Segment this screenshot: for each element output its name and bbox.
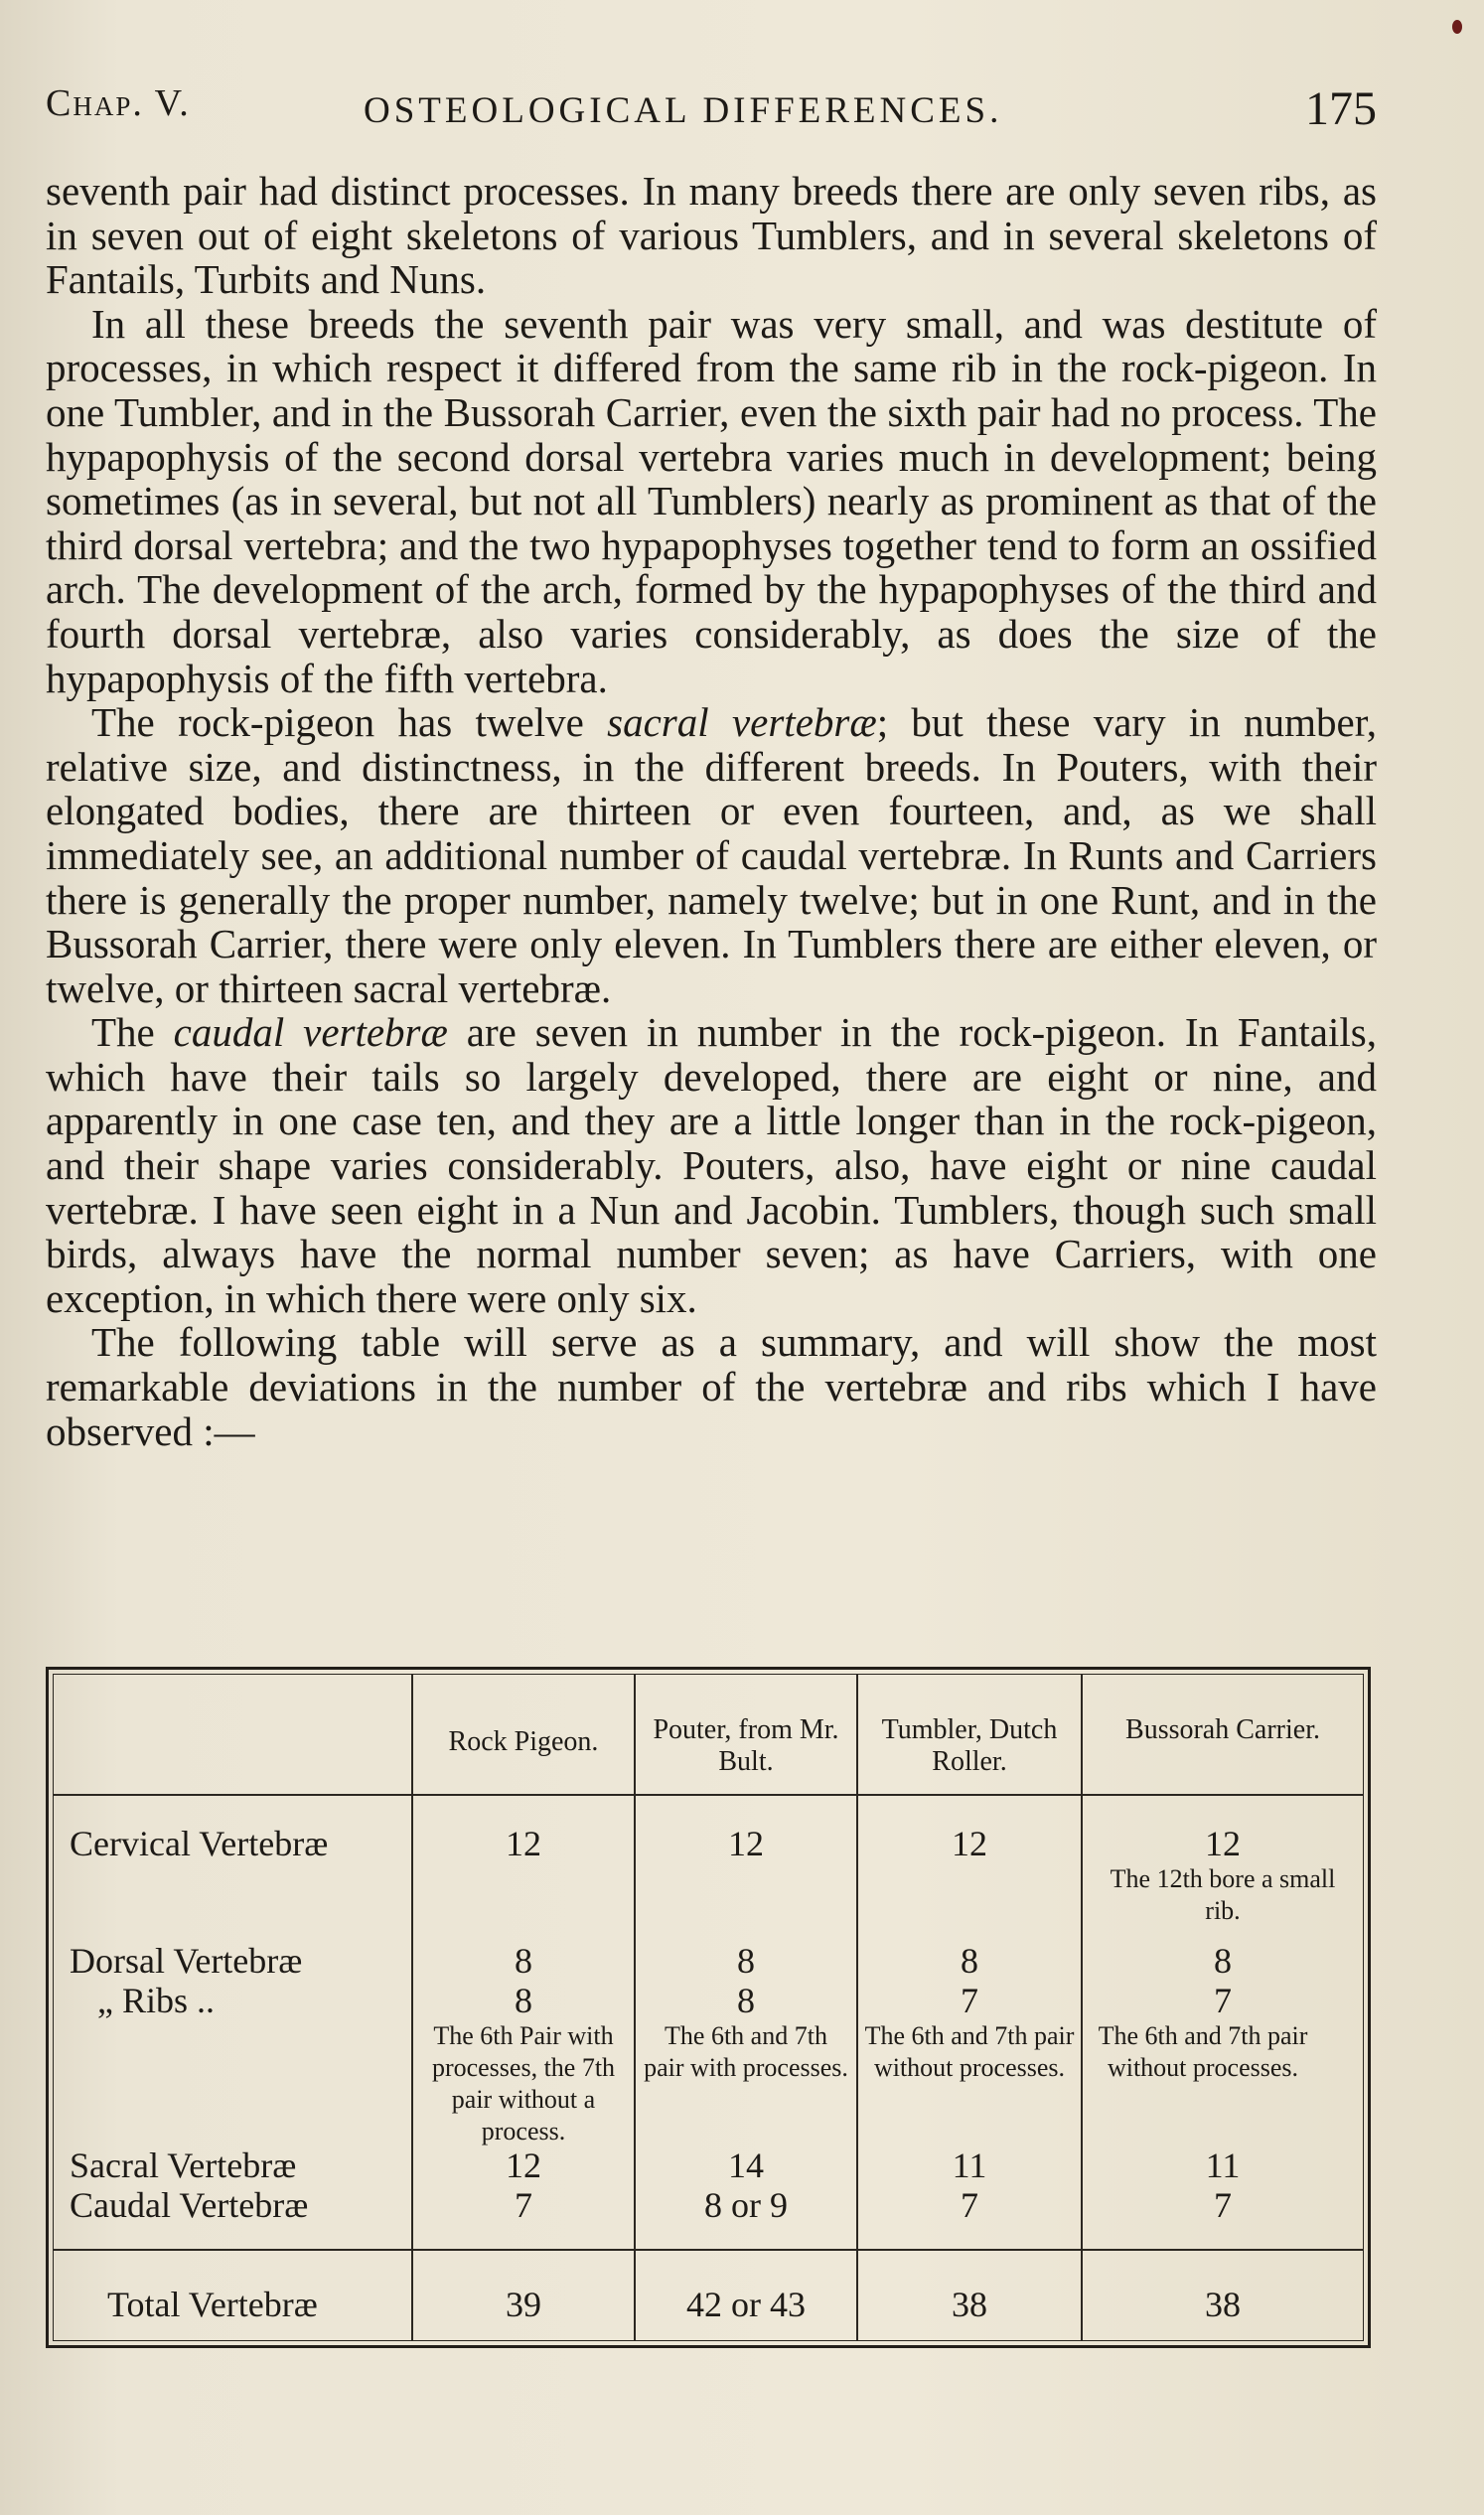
paragraph-text: The	[91, 1009, 174, 1056]
table-cell: 12	[506, 2145, 541, 2185]
table-rule	[54, 1794, 1363, 1796]
table-note: The 6th and 7th pair without processes.	[1098, 2021, 1308, 2082]
row-label-ribs: „ Ribs ..	[97, 1981, 216, 2020]
column-header-pouter: Pouter, from Mr. Bult.	[653, 1714, 839, 1777]
italic-term: sacral vertebræ	[607, 699, 877, 746]
paragraph	[46, 700, 1377, 1010]
body-text	[46, 169, 1377, 1453]
table-cell: 14	[728, 2145, 764, 2185]
table-note: The 6th Pair with processes, the 7th pair without a process.	[431, 2021, 616, 2145]
table-cell: 38	[952, 2285, 987, 2324]
row-label-total: Total Vertebræ	[107, 2285, 318, 2324]
paragraph-text: ; but these vary in number, relative size, and distinctness, in the different breeds. In Pouters, with their elongated bodies, there are thirteen or even fourteen, and, as we shall immediately see, an additional number of caudal vertebræ. In Runts and Carriers there is generally the proper number, namely twelve; but in one Runt, and in the Bussorah Carrier, there were only eleven. In Tumblers there are either eleven, or twelve, or thirteen sacral vertebræ.	[46, 699, 1377, 1011]
running-title: OSTEOLOGICAL DIFFERENCES.	[364, 90, 1003, 131]
table-cell: 7	[515, 2185, 532, 2225]
running-header	[46, 81, 1377, 151]
table-note: The 6th and 7th pair without processes.	[864, 2021, 1075, 2082]
table-cell: 11	[952, 2145, 987, 2185]
table-cell: 8	[737, 1941, 755, 1981]
row-label-cervical: Cervical Vertebræ	[70, 1824, 329, 1863]
paragraph-text: are seven in number in the rock-pigeon. In Fantails, which have their tails so largely developed, there are eight or nine, and apparently in one case ten, and they are a little longer than in the rock-pigeon, and their shape varies considerably. Pouters, also, have eight or nine caudal vertebræ. I have seen eight in a Nun and Jacobin. Tumblers, though such small birds, always have the normal number seven; as have Carriers, with one exception, in which there were only six.	[46, 1009, 1377, 1321]
table-cell: 42 or 43	[686, 2285, 806, 2324]
page-number: 175	[1305, 82, 1377, 135]
ink-mark	[1452, 20, 1462, 34]
table-cell: 7	[961, 1981, 978, 2020]
paragraph	[46, 302, 1377, 700]
paragraph	[46, 169, 1377, 302]
table-cell: 39	[506, 2285, 541, 2324]
table-cell: 8 or 9	[704, 2185, 788, 2225]
table-cell: 12	[506, 1824, 541, 1863]
table-cell: 38	[1205, 2285, 1241, 2324]
chapter-label: Chap. V.	[46, 82, 191, 124]
paragraph-text: The rock-pigeon has twelve	[91, 699, 608, 746]
table-cell: 11	[1205, 2145, 1241, 2185]
table-cell: 8	[961, 1941, 978, 1981]
paragraph	[46, 1320, 1377, 1453]
table-cell: 7	[961, 2185, 978, 2225]
table-cell: 12	[728, 1824, 764, 1863]
paragraph-text: The following table will serve as a summary, and will show the most remarkable deviations in the number of the vertebræ and ribs which I have observed :—	[46, 1319, 1377, 1454]
row-label-caudal: Caudal Vertebræ	[70, 2185, 309, 2225]
row-label-sacral: Sacral Vertebræ	[70, 2145, 297, 2185]
table-cell: 12	[1205, 1824, 1241, 1863]
table-rule	[54, 2249, 1363, 2251]
table-cell: 8	[737, 1981, 755, 2020]
table-cell: 12	[952, 1824, 987, 1863]
column-header-tumbler: Tumbler, Dutch Roller.	[881, 1714, 1058, 1777]
table-note: The 6th and 7th pair with processes.	[644, 2021, 848, 2082]
table-cell: 8	[515, 1981, 532, 2020]
paragraph	[46, 1010, 1377, 1320]
paragraph-text: In all these breeds the seventh pair was very small, and was destitute of processes, in which respect it differed from the same rib in the rock-pigeon. In one Tumbler, and in the Bussorah Carrier, even the sixth pair had no process. The hypapophysis of the second dorsal vertebra varies much in development; being sometimes (as in several, but not all Tumblers) nearly as prominent as that of the third dorsal vertebra; and the two hypapophyses together tend to form an ossified arch. The development of the arch, formed by the hypapophyses of the third and fourth dorsal vertebræ, also varies considerably, as does the size of the hypapophysis of the fifth vertebra.	[46, 300, 1377, 701]
column-header-bussorah: Bussorah Carrier.	[1125, 1714, 1320, 1745]
table-cell: 7	[1214, 1981, 1232, 2020]
column-header-rock-pigeon: Rock Pigeon.	[448, 1726, 599, 1757]
paragraph-text: seventh pair had distinct processes. In many breeds there are only seven ribs, as in seven out of eight skeletons of various Tumblers, and in several skeletons of Fantails, Turbits and Nuns.	[46, 168, 1377, 303]
table-cell: 8	[515, 1941, 532, 1981]
table-cell: 8	[1214, 1941, 1232, 1981]
table-note: The 12th bore a small rib.	[1110, 1864, 1336, 1925]
row-label-dorsal: Dorsal Vertebræ	[70, 1941, 303, 1981]
table-cell: 7	[1214, 2185, 1232, 2225]
vertebrae-table	[46, 1667, 1371, 2348]
italic-term: caudal vertebræ	[173, 1009, 448, 1056]
